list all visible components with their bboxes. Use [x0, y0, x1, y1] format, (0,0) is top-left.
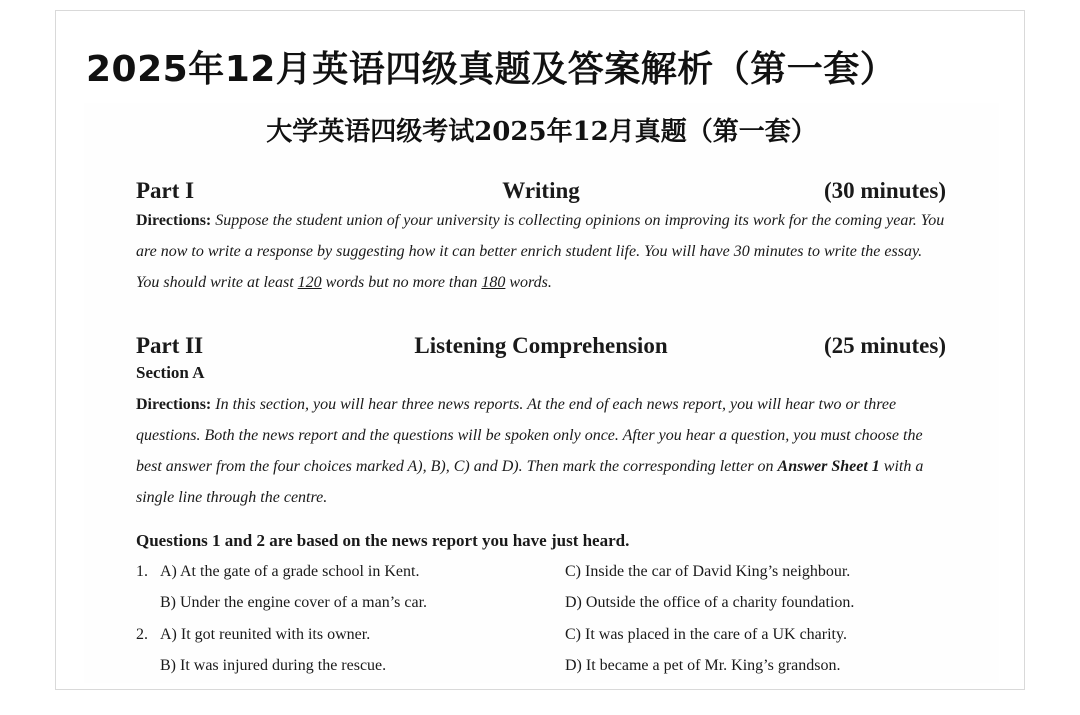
- part2-time: (25 minutes): [823, 333, 946, 358]
- part1-name: Writing: [502, 178, 580, 203]
- exam-title: 大学英语四级考试2025年12月真题（第一套）: [266, 117, 817, 147]
- part1-min-words: 120: [297, 274, 322, 291]
- part1-directions-label: Directions:: [136, 212, 212, 229]
- question-1-option-c: C) Inside the car of David King’s neighbour.: [565, 563, 851, 580]
- part1-header: [136, 178, 946, 206]
- question-2-option-d: D) It became a pet of Mr. King’s grandson.: [565, 657, 841, 674]
- question-1-option-b: B) Under the engine cover of a man’s car.: [160, 594, 428, 611]
- part2-directions-label: Directions:: [136, 396, 212, 413]
- part2-directions: [136, 389, 946, 513]
- exam-page-scan: [84, 103, 999, 683]
- part1-time: (30 minutes): [823, 178, 946, 203]
- part2-label: Part II: [136, 333, 204, 358]
- question-2-option-c: C) It was placed in the care of a UK charity.: [565, 626, 847, 643]
- content-card: [55, 10, 1025, 690]
- part1-directions-text-a: Suppose the student union of your university is collecting opinions on improving its work for the coming year. You are now to write a response by suggesting how it can better enrich student life. You will have 30 minutes to write the essay. You should write at least: [136, 212, 945, 291]
- part2-directions-text-a: In this section, you will hear three news reports. At the end of each news report, you will hear two or three questions. Both the news report and the questions will be spoken only once. After you hear a question, you must choose the best answer from the four choices marked A), B), C) and D). Then mark the corresponding letter on: [136, 396, 923, 475]
- question-1-option-d: D) Outside the office of a charity foundation.: [565, 594, 855, 611]
- question-1-number: 1.: [136, 563, 148, 580]
- part1-directions: [136, 205, 946, 298]
- section-a-label: Section A: [136, 363, 205, 382]
- questions-heading: Questions 1 and 2 are based on the news report you have just heard.: [136, 531, 630, 550]
- question-2-number: 2.: [136, 626, 148, 643]
- part2-header: [136, 333, 946, 361]
- part1-directions-text-c: words.: [509, 274, 552, 291]
- banner-title: 2025年12月英语四级真题及答案解析（第一套）: [86, 49, 897, 90]
- question-1-option-a: A) At the gate of a grade school in Kent.: [160, 563, 420, 580]
- question-2-option-a: A) It got reunited with its owner.: [160, 626, 371, 643]
- part2-name: Listening Comprehension: [414, 333, 668, 358]
- question-2-option-b: B) It was injured during the rescue.: [160, 657, 387, 674]
- part1-directions-text-b: words but no more than: [325, 274, 478, 291]
- part1-max-words: 180: [481, 274, 506, 291]
- part1-label: Part I: [136, 178, 195, 203]
- answer-sheet-ref: Answer Sheet 1: [777, 458, 880, 475]
- part2-directions-text-b: with a single line through the centre.: [136, 458, 924, 506]
